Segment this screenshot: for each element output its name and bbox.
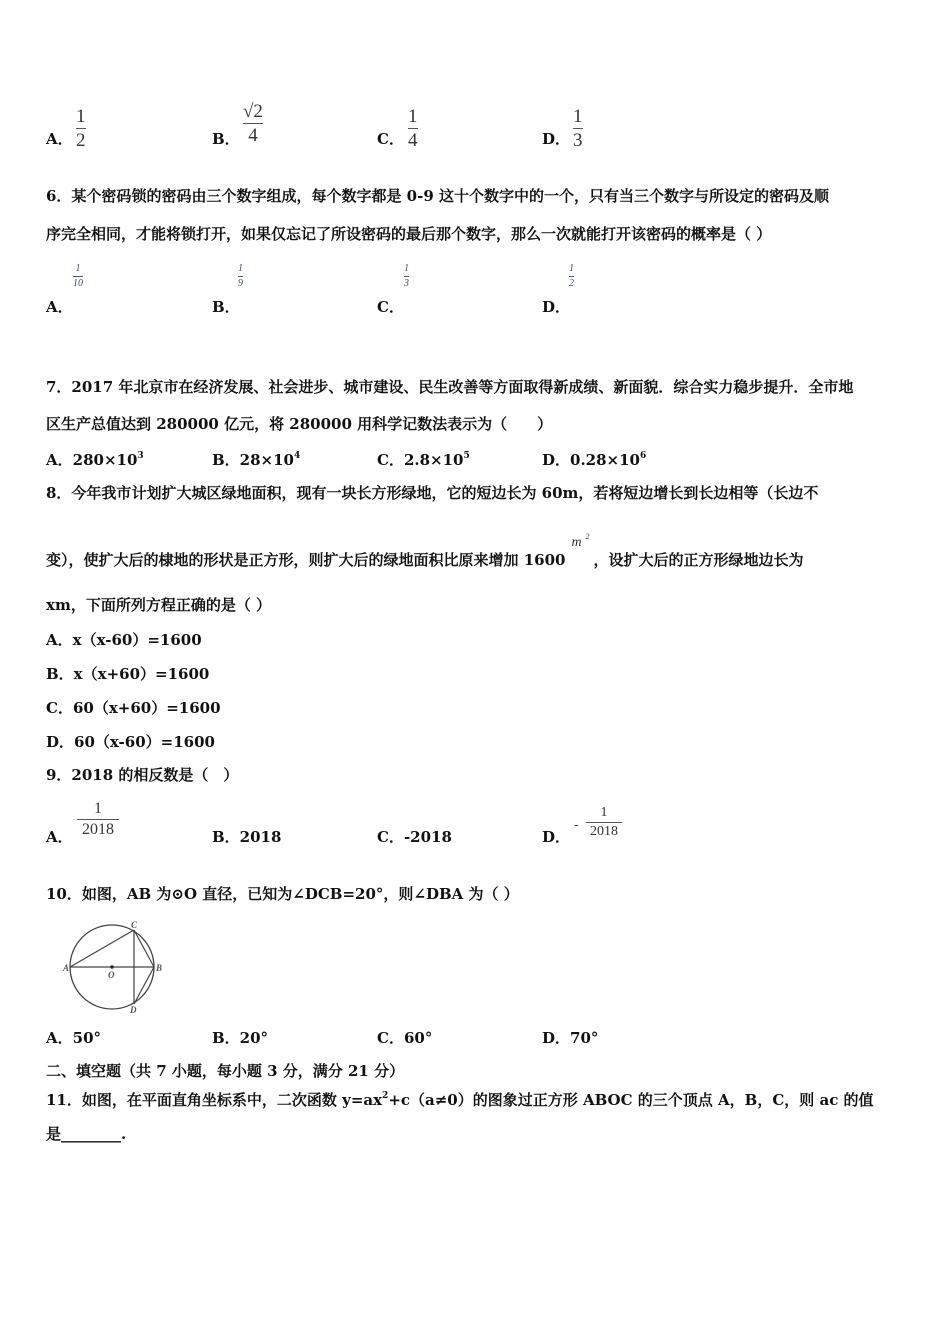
q9-option-a-label: A． xyxy=(46,828,73,846)
label-a: A xyxy=(63,963,70,973)
q7-option-a-exponent: 3 xyxy=(137,451,144,461)
q7-stem-line2: 区生产总值达到 280000 亿元，将 280000 用科学记数法表示为（ ） xyxy=(46,415,553,433)
q7-option-d-exponent: 6 xyxy=(639,451,647,461)
q8-option-d: D．60（x-60）=1600 xyxy=(46,733,215,751)
q8-option-b: B．x（x+60）=1600 xyxy=(46,665,210,683)
q7-option-a-text: A．280×10 xyxy=(46,451,138,469)
q6-c-numerator: 1 xyxy=(404,263,409,274)
q9-option-c: C．-2018 xyxy=(377,828,452,846)
center-point-o xyxy=(110,965,114,969)
q7-option-b xyxy=(212,449,300,470)
q6-d-numerator: 1 xyxy=(569,263,574,274)
q5-option-a-fraction xyxy=(76,107,86,150)
q8-unit-exponent: 2 xyxy=(585,532,590,541)
q6-b-denominator: 9 xyxy=(238,278,243,289)
q6-option-a-fraction xyxy=(73,264,83,289)
q7-option-c-text: C．2.8×10 xyxy=(377,451,464,469)
q10-option-b: B．20° xyxy=(212,1029,269,1047)
q5-option-d-label: D． xyxy=(542,130,571,148)
q6-option-d-fraction xyxy=(569,264,574,289)
q7-option-b-exponent: 4 xyxy=(294,451,301,461)
q5-option-d-fraction xyxy=(573,107,583,150)
label-c: C xyxy=(131,920,138,930)
q5-c-denominator: 4 xyxy=(408,130,418,151)
q10-option-d: D．70° xyxy=(542,1029,599,1047)
q5-a-denominator: 2 xyxy=(76,130,86,151)
q5-option-c-fraction xyxy=(408,107,418,150)
label-o: O xyxy=(108,970,115,980)
q6-a-denominator: 10 xyxy=(73,278,83,289)
q8-stem-line2-a: 变），使扩大后的棣地的形状是正方形，则扩大后的绿地面积比原来增加 1600 xyxy=(46,551,566,569)
q6-option-d-label: D． xyxy=(542,298,571,316)
q5-b-numerator: √2 xyxy=(243,101,263,122)
q11-stem-line1-b: +c（a≠0）的图象过正方形 ABOC 的三个顶点 A，B，C，则 ac 的值 xyxy=(388,1091,874,1109)
q11-stem-line1-a: 11．如图，在平面直角坐标系中，二次函数 y=ax xyxy=(46,1091,383,1109)
q10-option-c: C．60° xyxy=(377,1029,433,1047)
q8-unit: m xyxy=(571,535,582,550)
q10-option-a: A．50° xyxy=(46,1029,102,1047)
section2-title: 二、填空题（共 7 小题，每小题 3 分，满分 21 分） xyxy=(46,1062,405,1080)
q5-c-numerator: 1 xyxy=(408,106,418,127)
q5-d-numerator: 1 xyxy=(573,106,583,127)
chord-bd xyxy=(134,967,154,1004)
q9-d-denominator: 2018 xyxy=(590,824,618,839)
q9-stem: 9．2018 的相反数是（ ） xyxy=(46,766,239,784)
q6-d-denominator: 2 xyxy=(569,278,574,289)
q8-stem-line2 xyxy=(46,532,804,570)
q8-stem-line3: xm，下面所列方程正确的是（ ） xyxy=(46,596,272,614)
q5-option-a-label: A． xyxy=(46,130,73,148)
q6-option-b-fraction xyxy=(238,264,243,289)
q6-option-c-label: C． xyxy=(377,298,404,316)
q9-option-d-label: D． xyxy=(542,828,571,846)
q5-b-denominator: 4 xyxy=(248,125,258,146)
q5-d-denominator: 3 xyxy=(573,130,583,151)
q7-option-a xyxy=(46,449,144,470)
q6-a-numerator: 1 xyxy=(75,263,81,274)
q8-option-a: A．x（x-60）=1600 xyxy=(46,631,202,649)
q10-stem: 10．如图，AB 为⊙O 直径，已知为∠DCB=20°，则∠DBA 为（ ） xyxy=(46,885,519,903)
q8-stem-line1: 8．今年我市计划扩大城区绿地面积，现有一块长方形绿地，它的短边长为 60m，若将短边增长到长边相等（长边不 xyxy=(46,484,819,502)
q6-option-a-label: A． xyxy=(46,298,73,316)
chord-ac xyxy=(70,930,134,967)
q6-stem-line2: 序完全相同，才能将锁打开，如果仅忘记了所设密码的最后那个数字，那么一次就能打开该密码的概率是（ ） xyxy=(46,225,772,243)
q8-stem-line2-b: ，设扩大后的正方形绿地边长为 xyxy=(593,551,804,569)
q6-stem-line1: 6．某个密码锁的密码由三个数字组成，每个数字都是 0-9 这十个数字中的一个，只有当三个数字与所设定的密码及顺 xyxy=(46,187,829,205)
q5-option-b-label: B． xyxy=(212,130,240,148)
q7-stem-line1: 7．2017 年北京市在经济发展、社会进步、城市建设、民生改善等方面取得新成绩、新面貌．综合实力稳步提升．全市地 xyxy=(46,378,854,396)
q6-c-denominator: 3 xyxy=(404,278,409,289)
q9-a-denominator: 2018 xyxy=(82,821,114,838)
q5-option-c-label: C． xyxy=(377,130,404,148)
q9-option-a-fraction xyxy=(77,801,119,838)
q9-d-numerator: 1 xyxy=(600,805,608,820)
q9-option-b: B．2018 xyxy=(212,828,282,846)
q8-option-c: C．60（x+60）=1600 xyxy=(46,699,221,717)
q9-option-d-sign: - xyxy=(574,818,579,833)
q7-option-c-exponent: 5 xyxy=(463,451,470,461)
q11-exponent: 2 xyxy=(382,1091,389,1101)
q6-b-numerator: 1 xyxy=(238,263,243,274)
label-d: D xyxy=(130,1005,137,1014)
q7-option-d-text: D．0.28×10 xyxy=(542,451,640,469)
q7-option-c xyxy=(377,449,470,470)
label-b: B xyxy=(156,963,163,973)
q5-a-numerator: 1 xyxy=(76,106,86,127)
q11-stem-line1 xyxy=(46,1086,874,1110)
q10-circle-figure xyxy=(60,918,170,1014)
q9-a-numerator: 1 xyxy=(94,800,102,817)
q9-option-d-fraction xyxy=(586,806,622,839)
q6-option-c-fraction xyxy=(404,264,409,289)
q5-option-b-fraction xyxy=(243,102,263,145)
q7-option-d xyxy=(542,449,646,470)
q7-option-b-text: B．28×10 xyxy=(212,451,294,469)
q6-option-b-label: B． xyxy=(212,298,240,316)
q11-stem-line2: 是________. xyxy=(46,1125,127,1143)
chord-cb xyxy=(134,930,154,967)
